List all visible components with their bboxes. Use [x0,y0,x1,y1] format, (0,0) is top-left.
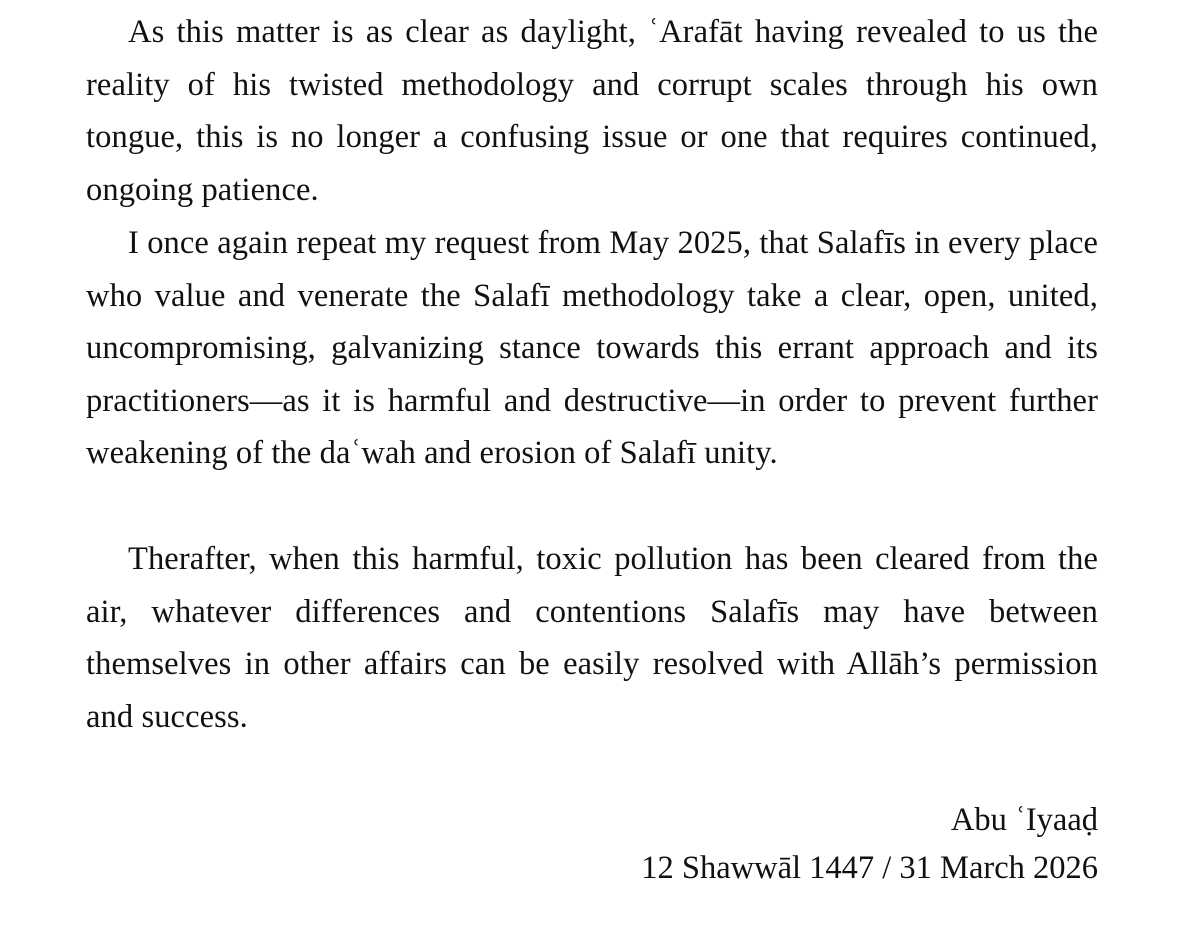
paragraph-1: As this matter is as clear as daylight, ʿArafāt having revealed to us the reality of his twisted methodology and corrupt scales through his own tongue, this is no longer a confusing issue or one that requires continued, ongoing patience. [86,14,1098,208]
paragraph-3: Therafter, when this harmful, toxic pollution has been cleared from the air, whatever differences and contentions Salafīs may have between themselves in other affairs can be easily resolved with Allāh’s permission and success. [86,541,1098,735]
document-page [86,0,1098,930]
signature-date: 12 Shawwāl 1447 / 31 March 2026 [641,850,1098,886]
paragraph-2: I once again repeat my request from May 2025, that Salafīs in every place who value and venerate the Salafī methodology take a clear, open, united, uncompromising, galvanizing stance towards this errant approach and its practitioners—as it is harmful and destructive—in order to prevent further weakening of the daʿwah and erosion of Salafī unity. [86,225,1098,472]
signature-name: Abu ʿIyaaḍ [950,802,1098,838]
